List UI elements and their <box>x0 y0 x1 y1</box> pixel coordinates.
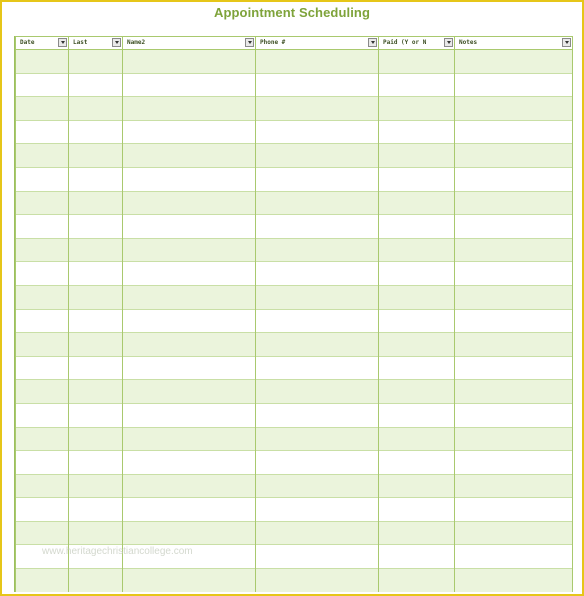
table-cell[interactable] <box>69 569 123 592</box>
table-cell[interactable] <box>256 262 379 286</box>
column-label: Last <box>73 39 88 46</box>
filter-dropdown-icon[interactable] <box>562 38 571 47</box>
column-label: Phone # <box>260 39 286 46</box>
table-cell[interactable] <box>123 498 256 522</box>
table-cell[interactable] <box>256 285 379 309</box>
table-cell[interactable] <box>455 167 573 191</box>
table-body <box>16 50 573 592</box>
table-cell[interactable] <box>256 167 379 191</box>
table-cell[interactable] <box>123 238 256 262</box>
table-cell[interactable] <box>123 50 256 74</box>
table-cell[interactable] <box>455 427 573 451</box>
table-cell[interactable] <box>379 333 455 357</box>
table-cell[interactable] <box>256 521 379 545</box>
table-row <box>16 285 573 309</box>
table-row <box>16 50 573 74</box>
table-cell[interactable] <box>455 215 573 239</box>
table-cell[interactable] <box>455 97 573 121</box>
table-row <box>16 427 573 451</box>
table-cell[interactable] <box>455 380 573 404</box>
table-cell[interactable] <box>123 356 256 380</box>
filter-dropdown-icon[interactable] <box>444 38 453 47</box>
table-cell[interactable] <box>256 309 379 333</box>
table-cell[interactable] <box>379 380 455 404</box>
table-cell[interactable] <box>379 120 455 144</box>
table-cell[interactable] <box>379 498 455 522</box>
table-cell[interactable] <box>69 120 123 144</box>
table-row <box>16 380 573 404</box>
table-cell[interactable] <box>69 285 123 309</box>
column-label: Notes <box>459 39 478 46</box>
table-row <box>16 333 573 357</box>
table-cell[interactable] <box>16 238 69 262</box>
table-cell[interactable] <box>455 451 573 475</box>
table-cell[interactable] <box>256 144 379 168</box>
table-cell[interactable] <box>123 167 256 191</box>
column-label: Name2 <box>127 39 146 46</box>
table-cell[interactable] <box>379 97 455 121</box>
table-cell[interactable] <box>69 427 123 451</box>
table-row <box>16 191 573 215</box>
table-cell[interactable] <box>256 120 379 144</box>
table-cell[interactable] <box>16 215 69 239</box>
table-cell[interactable] <box>16 451 69 475</box>
table-cell[interactable] <box>16 167 69 191</box>
column-header-paid <box>379 37 455 50</box>
table-cell[interactable] <box>455 262 573 286</box>
table-cell[interactable] <box>16 120 69 144</box>
table-cell[interactable] <box>69 380 123 404</box>
table-row <box>16 521 573 545</box>
table-cell[interactable] <box>256 215 379 239</box>
table-cell[interactable] <box>123 521 256 545</box>
table-cell[interactable] <box>69 333 123 357</box>
table-cell[interactable] <box>379 521 455 545</box>
table-cell[interactable] <box>123 309 256 333</box>
table-cell[interactable] <box>379 285 455 309</box>
table-cell[interactable] <box>16 262 69 286</box>
table-cell[interactable] <box>455 569 573 592</box>
column-label: Date <box>20 39 35 46</box>
table-cell[interactable] <box>455 498 573 522</box>
table-cell[interactable] <box>69 262 123 286</box>
table-cell[interactable] <box>455 285 573 309</box>
table-row <box>16 498 573 522</box>
table-cell[interactable] <box>455 50 573 74</box>
column-header-last <box>69 37 123 50</box>
table-cell[interactable] <box>123 73 256 97</box>
table-row <box>16 474 573 498</box>
table-cell[interactable] <box>69 309 123 333</box>
table-cell[interactable] <box>256 333 379 357</box>
table-row <box>16 144 573 168</box>
table-cell[interactable] <box>379 238 455 262</box>
schedule-sheet <box>14 36 573 592</box>
filter-dropdown-icon[interactable] <box>112 38 121 47</box>
table-cell[interactable] <box>123 569 256 592</box>
table-cell[interactable] <box>379 451 455 475</box>
table-cell[interactable] <box>256 380 379 404</box>
table-cell[interactable] <box>69 238 123 262</box>
table-cell[interactable] <box>455 521 573 545</box>
table-cell[interactable] <box>256 451 379 475</box>
table-cell[interactable] <box>379 144 455 168</box>
table-cell[interactable] <box>379 167 455 191</box>
table-row <box>16 167 573 191</box>
table-cell[interactable] <box>123 333 256 357</box>
table-row <box>16 238 573 262</box>
table-cell[interactable] <box>379 215 455 239</box>
column-header-notes <box>455 37 573 50</box>
page-title: Appointment Scheduling <box>213 5 371 20</box>
filter-dropdown-icon[interactable] <box>245 38 254 47</box>
table-row <box>16 262 573 286</box>
table-cell[interactable] <box>69 403 123 427</box>
table-row <box>16 356 573 380</box>
table-cell[interactable] <box>16 427 69 451</box>
table-cell[interactable] <box>256 474 379 498</box>
table-cell[interactable] <box>256 238 379 262</box>
table-cell[interactable] <box>256 97 379 121</box>
table-cell[interactable] <box>69 50 123 74</box>
table-cell[interactable] <box>256 545 379 569</box>
table-cell[interactable] <box>69 215 123 239</box>
table-row <box>16 120 573 144</box>
column-header-name <box>123 37 256 50</box>
table-cell[interactable] <box>123 451 256 475</box>
table-cell[interactable] <box>16 144 69 168</box>
table-cell[interactable] <box>455 545 573 569</box>
table-cell[interactable] <box>123 97 256 121</box>
table-cell[interactable] <box>69 474 123 498</box>
table-cell[interactable] <box>379 309 455 333</box>
table-cell[interactable] <box>256 569 379 592</box>
table-cell[interactable] <box>256 427 379 451</box>
table-cell[interactable] <box>16 380 69 404</box>
table-cell[interactable] <box>123 474 256 498</box>
table-cell[interactable] <box>16 403 69 427</box>
table-cell[interactable] <box>455 333 573 357</box>
schedule-table <box>15 36 573 592</box>
table-row <box>16 73 573 97</box>
table-row <box>16 403 573 427</box>
table-cell[interactable] <box>69 451 123 475</box>
table-cell[interactable] <box>69 521 123 545</box>
table-cell[interactable] <box>16 285 69 309</box>
table-cell[interactable] <box>69 73 123 97</box>
table-cell[interactable] <box>455 238 573 262</box>
table-cell[interactable] <box>256 498 379 522</box>
table-cell[interactable] <box>16 333 69 357</box>
filter-dropdown-icon[interactable] <box>368 38 377 47</box>
table-cell[interactable] <box>16 97 69 121</box>
table-row <box>16 569 573 592</box>
table-cell[interactable] <box>123 191 256 215</box>
table-cell[interactable] <box>16 309 69 333</box>
table-cell[interactable] <box>256 50 379 74</box>
table-cell[interactable] <box>379 73 455 97</box>
table-cell[interactable] <box>455 474 573 498</box>
table-cell[interactable] <box>16 50 69 74</box>
table-cell[interactable] <box>16 191 69 215</box>
table-cell[interactable] <box>123 144 256 168</box>
table-cell[interactable] <box>123 380 256 404</box>
table-cell[interactable] <box>69 191 123 215</box>
table-cell[interactable] <box>379 50 455 74</box>
table-cell[interactable] <box>69 498 123 522</box>
table-cell[interactable] <box>16 521 69 545</box>
table-cell[interactable] <box>455 403 573 427</box>
table-cell[interactable] <box>379 474 455 498</box>
table-cell[interactable] <box>379 262 455 286</box>
table-cell[interactable] <box>455 191 573 215</box>
table-cell[interactable] <box>455 356 573 380</box>
table-cell[interactable] <box>379 545 455 569</box>
table-row <box>16 97 573 121</box>
table-row <box>16 451 573 475</box>
table-cell[interactable] <box>69 144 123 168</box>
table-cell[interactable] <box>455 309 573 333</box>
table-cell[interactable] <box>69 167 123 191</box>
table-cell[interactable] <box>256 191 379 215</box>
table-cell[interactable] <box>379 403 455 427</box>
table-cell[interactable] <box>69 97 123 121</box>
table-cell[interactable] <box>379 427 455 451</box>
table-cell[interactable] <box>256 73 379 97</box>
table-cell[interactable] <box>16 498 69 522</box>
table-cell[interactable] <box>16 569 69 592</box>
column-header-phone <box>256 37 379 50</box>
table-cell[interactable] <box>455 73 573 97</box>
table-cell[interactable] <box>256 403 379 427</box>
table-cell[interactable] <box>123 262 256 286</box>
table-cell[interactable] <box>16 356 69 380</box>
table-cell[interactable] <box>123 215 256 239</box>
table-cell[interactable] <box>256 356 379 380</box>
table-cell[interactable] <box>69 356 123 380</box>
header-row <box>16 37 573 50</box>
watermark-text: www.heritagechristiancollege.com <box>42 546 193 557</box>
table-cell[interactable] <box>379 569 455 592</box>
column-label: Paid (Y or N <box>383 39 427 46</box>
table-cell[interactable] <box>16 73 69 97</box>
table-cell[interactable] <box>123 120 256 144</box>
table-cell[interactable] <box>455 120 573 144</box>
table-row <box>16 215 573 239</box>
filter-dropdown-icon[interactable] <box>58 38 67 47</box>
table-cell[interactable] <box>123 403 256 427</box>
table-cell[interactable] <box>123 427 256 451</box>
table-cell[interactable] <box>379 191 455 215</box>
table-cell[interactable] <box>379 356 455 380</box>
column-header-date <box>16 37 69 50</box>
table-cell[interactable] <box>455 144 573 168</box>
table-cell[interactable] <box>16 474 69 498</box>
table-cell[interactable] <box>123 285 256 309</box>
table-row <box>16 309 573 333</box>
